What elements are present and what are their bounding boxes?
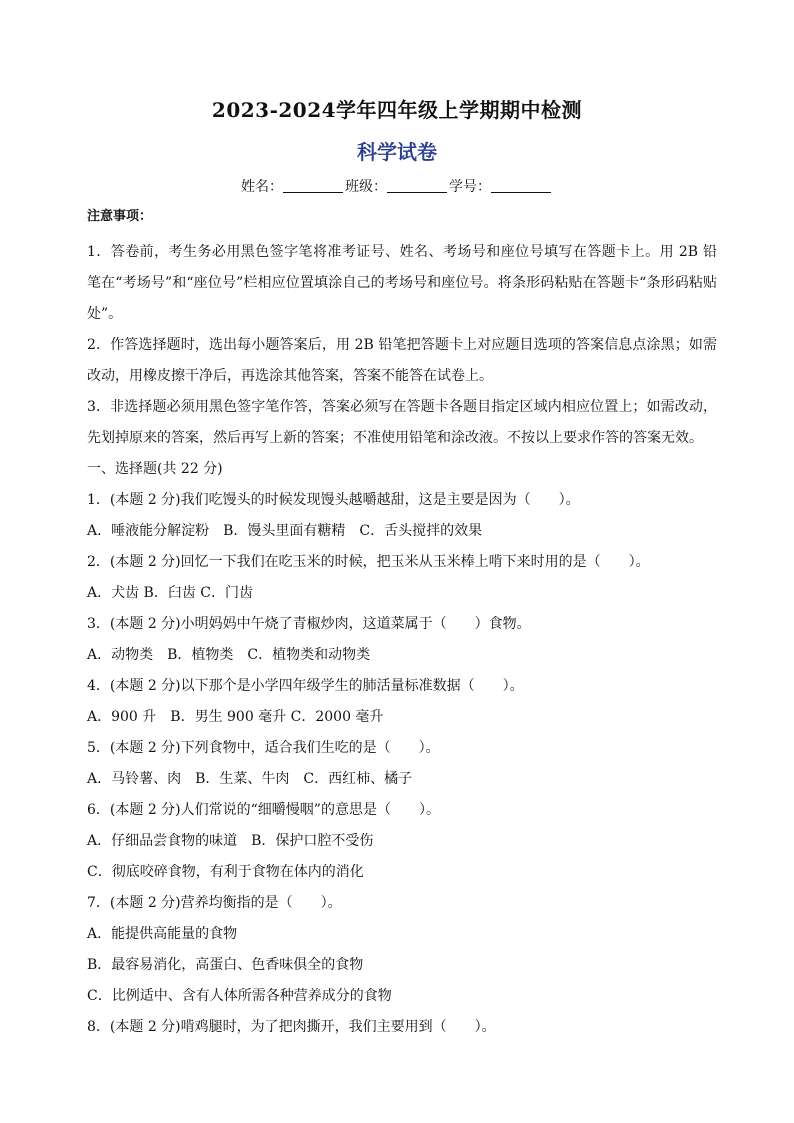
class-blank	[387, 178, 447, 193]
question-7-option-c: C．比例适中、含有人体所需各种营养成分的食物	[87, 988, 392, 1004]
exam-title: 2023-2024学年四年级上学期期中检测	[211, 98, 583, 122]
section-heading: 一、选择题(共 22 分)	[87, 461, 223, 477]
note-line: 处”。	[87, 306, 123, 322]
note-line: 3．非选择题必须用黑色签字笔作答，答案必须写在答题卡各题目指定区域内相应位置上；如需改动，	[87, 399, 717, 415]
name-label: 姓名：	[241, 179, 283, 195]
question-4-options: A．900 升 B．男生 900 毫升 C．2000 毫升	[87, 709, 384, 725]
question-3-options: A．动物类 B．植物类 C．植物类和动物类	[87, 647, 371, 663]
id-blank	[491, 178, 551, 193]
question-6: 6．(本题 2 分)人们常说的“细嚼慢咽”的意思是（ ）。	[87, 802, 440, 818]
question-2: 2．(本题 2 分)回忆一下我们在吃玉米的时候，把玉米从玉米棒上啃下来时用的是（ ）。	[87, 554, 650, 570]
question-3: 3．(本题 2 分)小明妈妈中午烧了青椒炒肉，这道菜属于（ ）食物。	[87, 616, 531, 632]
question-7: 7．(本题 2 分)营养均衡指的是（ ）。	[87, 895, 342, 911]
class-label: 班级：	[345, 179, 387, 195]
exam-content	[87, 207, 717, 1043]
question-6-options: A．仔细品尝食物的味道 B．保护口腔不受伤	[87, 833, 374, 849]
note-line: 笔在“考场号”和“座位号”栏相应位置填涂自己的考场号和座位号。将条形码粘贴在答题卡“条形码粘贴	[87, 275, 717, 291]
question-7-option-a: A．能提供高能量的食物	[87, 926, 238, 942]
id-label: 学号：	[449, 179, 491, 195]
question-5: 5．(本题 2 分)下列食物中，适合我们生吃的是（ ）。	[87, 740, 440, 756]
question-1-options: A．唾液能分解淀粉 B．馒头里面有糖精 C．舌头搅拌的效果	[87, 523, 483, 539]
exam-subtitle: 科学试卷	[357, 140, 437, 164]
note-line: 1．答卷前，考生务必用黑色签字笔将准考证号、姓名、考场号和座位号填写在答题卡上。用 2B 铅	[87, 244, 717, 260]
question-1: 1．(本题 2 分)我们吃馒头的时候发现馒头越嚼越甜，这是主要是因为（ ）。	[87, 492, 580, 508]
question-5-options: A．马铃薯、肉 B．生菜、牛肉 C．西红柿、橘子	[87, 771, 413, 787]
question-4: 4．(本题 2 分)以下那个是小学四年级学生的肺活量标准数据（ ）。	[87, 678, 524, 694]
note-line: 改动，用橡皮擦干净后，再选涂其他答案，答案不能答在试卷上。	[87, 368, 493, 384]
question-7-option-b: B．最容易消化，高蛋白、色香味俱全的食物	[87, 957, 364, 973]
name-blank	[283, 178, 343, 193]
notes-heading: 注意事项：	[87, 209, 153, 224]
question-2-options: A．犬齿 B．臼齿 C．门齿	[87, 585, 254, 601]
note-line: 先划掉原来的答案，然后再写上新的答案；不准使用铅笔和涂改液。不按以上要求作答的答案无效。	[87, 430, 703, 446]
student-info-line	[0, 176, 794, 196]
note-line: 2．作答选择题时，选出每小题答案后，用 2B 铅笔把答题卡上对应题目选项的答案信息点涂黑；如需	[87, 337, 717, 353]
question-6-option-c: C．彻底咬碎食物，有利于食物在体内的消化	[87, 864, 364, 880]
question-8: 8．(本题 2 分)啃鸡腿时，为了把肉撕开，我们主要用到（ ）。	[87, 1019, 496, 1035]
